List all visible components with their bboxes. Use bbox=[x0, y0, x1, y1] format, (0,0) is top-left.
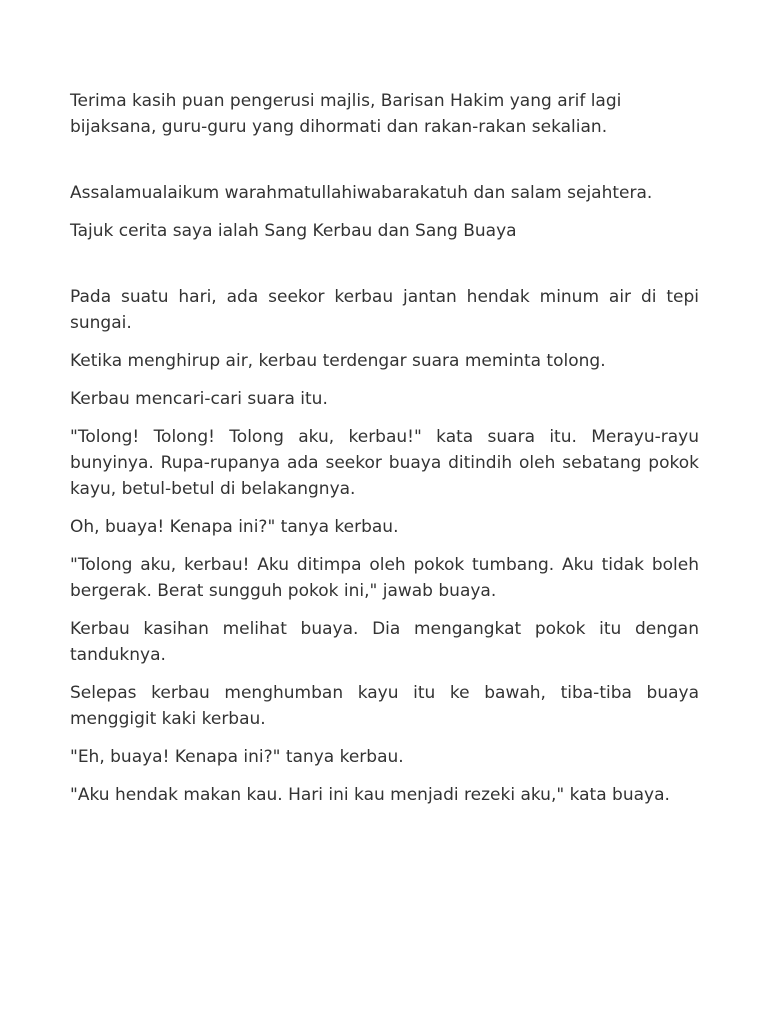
paragraph-story-6: "Tolong aku, kerbau! Aku ditimpa oleh pokok tumbang. Aku tidak boleh bergerak. Berat sungguh pokok ini," jawab buaya. bbox=[70, 555, 699, 601]
paragraph-story-5: Oh, buaya! Kenapa ini?" tanya kerbau. bbox=[70, 517, 399, 537]
paragraph-story-8: Selepas kerbau menghumban kayu itu ke bawah, tiba-tiba buaya menggigit kaki kerbau. bbox=[70, 683, 699, 729]
paragraph-title: Tajuk cerita saya ialah Sang Kerbau dan Sang Buaya bbox=[70, 221, 517, 241]
paragraph-story-3: Kerbau mencari-cari suara itu. bbox=[70, 389, 328, 409]
paragraph-salutation: Assalamualaikum warahmatullahiwabarakatuh dan salam sejahtera. bbox=[70, 183, 653, 203]
paragraph-story-2: Ketika menghirup air, kerbau terdengar suara meminta tolong. bbox=[70, 351, 606, 371]
paragraph-greeting: Terima kasih puan pengerusi majlis, Barisan Hakim yang arif lagi bijaksana, guru-guru yang dihormati dan rakan-rakan sekalian. bbox=[70, 91, 622, 137]
paragraph-story-1: Pada suatu hari, ada seekor kerbau jantan hendak minum air di tepi sungai. bbox=[70, 287, 699, 333]
paragraph-story-10: "Aku hendak makan kau. Hari ini kau menjadi rezeki aku," kata buaya. bbox=[70, 785, 670, 805]
paragraph-story-7: Kerbau kasihan melihat buaya. Dia mengangkat pokok itu dengan tanduknya. bbox=[70, 619, 699, 665]
paragraph-story-4: "Tolong! Tolong! Tolong aku, kerbau!" kata suara itu. Merayu-rayu bunyinya. Rupa-rupanya ada seekor buaya ditindih oleh sebatang pokok kayu, betul-betul di belakangnya. bbox=[70, 427, 699, 499]
paragraph-story-9: "Eh, buaya! Kenapa ini?" tanya kerbau. bbox=[70, 747, 404, 767]
document-body bbox=[70, 88, 699, 820]
